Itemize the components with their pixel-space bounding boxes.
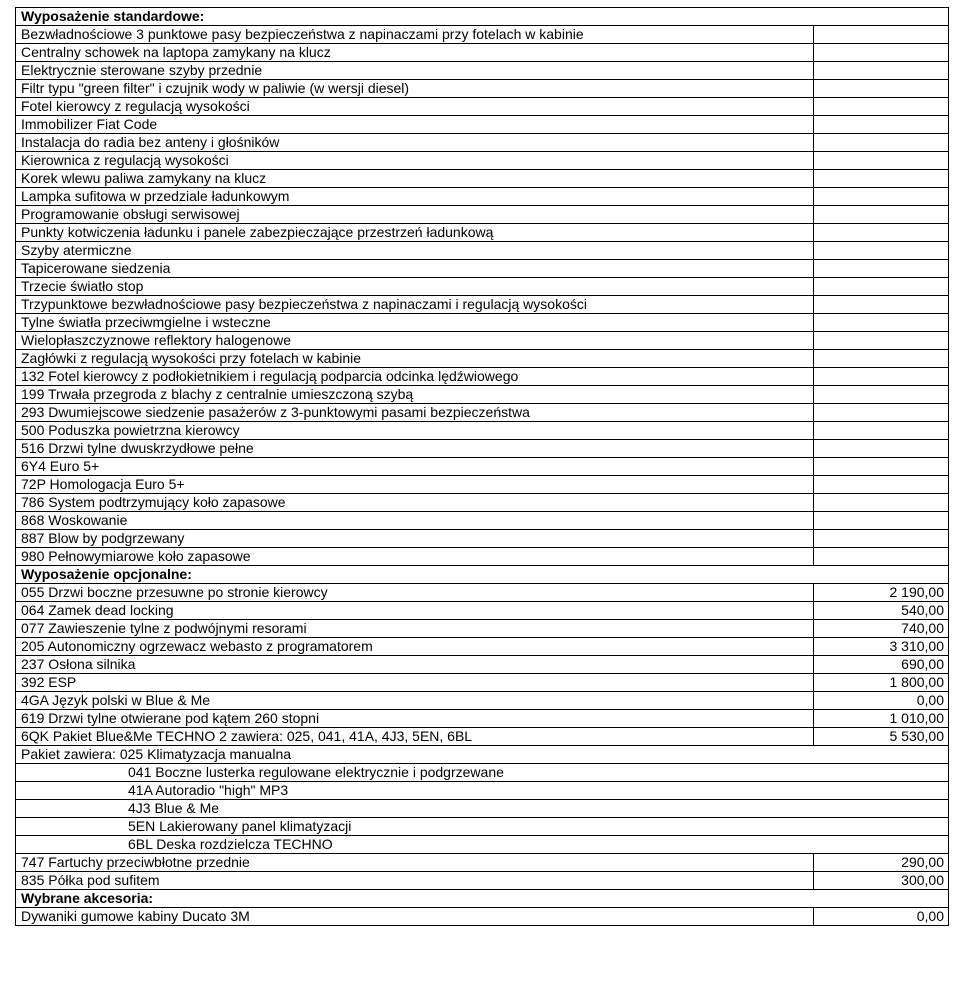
item-name: 6BL Deska rozdzielcza TECHNO bbox=[16, 836, 949, 854]
item-name: Centralny schowek na laptopa zamykany na klucz bbox=[16, 44, 814, 62]
item-price: 540,00 bbox=[814, 602, 949, 620]
item-name: Immobilizer Fiat Code bbox=[16, 116, 814, 134]
table-row bbox=[16, 368, 949, 386]
table-row bbox=[16, 224, 949, 242]
table-row bbox=[16, 62, 949, 80]
item-price bbox=[814, 386, 949, 404]
table-row bbox=[16, 26, 949, 44]
item-price bbox=[814, 494, 949, 512]
table-row bbox=[16, 440, 949, 458]
item-price bbox=[814, 368, 949, 386]
table-row bbox=[16, 260, 949, 278]
table-row bbox=[16, 620, 949, 638]
item-price: 740,00 bbox=[814, 620, 949, 638]
item-name: Bezwładnościowe 3 punktowe pasy bezpieczeństwa z napinaczami przy fotelach w kabinie bbox=[16, 26, 814, 44]
item-price: 690,00 bbox=[814, 656, 949, 674]
table-row bbox=[16, 818, 949, 836]
table-row bbox=[16, 746, 949, 764]
item-price bbox=[814, 26, 949, 44]
table-row bbox=[16, 674, 949, 692]
item-name: 747 Fartuchy przeciwbłotne przednie bbox=[16, 854, 814, 872]
item-name: Fotel kierowcy z regulacją wysokości bbox=[16, 98, 814, 116]
item-price bbox=[814, 62, 949, 80]
item-name: 199 Trwała przegroda z blachy z centralnie umieszczoną szybą bbox=[16, 386, 814, 404]
item-price bbox=[814, 152, 949, 170]
item-name: Trzecie światło stop bbox=[16, 278, 814, 296]
item-price bbox=[814, 350, 949, 368]
table-row bbox=[16, 458, 949, 476]
item-name: 041 Boczne lusterka regulowane elektrycznie i podgrzewane bbox=[16, 764, 949, 782]
table-row bbox=[16, 908, 949, 926]
table-row bbox=[16, 584, 949, 602]
item-price: 1 800,00 bbox=[814, 674, 949, 692]
item-name: 887 Blow by podgrzewany bbox=[16, 530, 814, 548]
item-name: 980 Pełnowymiarowe koło zapasowe bbox=[16, 548, 814, 566]
table-row bbox=[16, 764, 949, 782]
item-name: Zagłówki z regulacją wysokości przy fotelach w kabinie bbox=[16, 350, 814, 368]
table-row bbox=[16, 476, 949, 494]
item-price bbox=[814, 242, 949, 260]
item-name: Elektrycznie sterowane szyby przednie bbox=[16, 62, 814, 80]
item-price bbox=[814, 512, 949, 530]
item-price bbox=[814, 314, 949, 332]
item-name: 868 Woskowanie bbox=[16, 512, 814, 530]
table-row bbox=[16, 404, 949, 422]
item-name: Punkty kotwiczenia ładunku i panele zabezpieczające przestrzeń ładunkową bbox=[16, 224, 814, 242]
section-title: Wybrane akcesoria: bbox=[16, 890, 949, 908]
section-header-row bbox=[16, 566, 949, 584]
table-row bbox=[16, 692, 949, 710]
item-name: 500 Poduszka powietrzna kierowcy bbox=[16, 422, 814, 440]
table-row bbox=[16, 638, 949, 656]
table-row bbox=[16, 782, 949, 800]
table-row bbox=[16, 836, 949, 854]
item-name: Filtr typu "green filter" i czujnik wody w paliwie (w wersji diesel) bbox=[16, 80, 814, 98]
table-row bbox=[16, 386, 949, 404]
section-header-row bbox=[16, 890, 949, 908]
item-name: Pakiet zawiera: 025 Klimatyzacja manualna bbox=[16, 746, 949, 764]
table-row bbox=[16, 242, 949, 260]
section-header-row bbox=[16, 8, 949, 26]
item-price: 0,00 bbox=[814, 908, 949, 926]
section-title: Wyposażenie opcjonalne: bbox=[16, 566, 949, 584]
item-name: Tylne światła przeciwmgielne i wsteczne bbox=[16, 314, 814, 332]
item-price bbox=[814, 260, 949, 278]
table-row bbox=[16, 296, 949, 314]
item-price bbox=[814, 80, 949, 98]
item-price: 5 530,00 bbox=[814, 728, 949, 746]
item-name: Wielopłaszczyznowe reflektory halogenowe bbox=[16, 332, 814, 350]
item-price: 2 190,00 bbox=[814, 584, 949, 602]
item-name: 72P Homologacja Euro 5+ bbox=[16, 476, 814, 494]
item-name: Programowanie obsługi serwisowej bbox=[16, 206, 814, 224]
table-row bbox=[16, 530, 949, 548]
table-row bbox=[16, 548, 949, 566]
item-price bbox=[814, 170, 949, 188]
item-name: Lampka sufitowa w przedziale ładunkowym bbox=[16, 188, 814, 206]
item-name: Trzypunktowe bezwładnościowe pasy bezpieczeństwa z napinaczami i regulacją wysokości bbox=[16, 296, 814, 314]
item-name: 132 Fotel kierowcy z podłokietnikiem i regulacją podparcia odcinka lędźwiowego bbox=[16, 368, 814, 386]
equipment-table bbox=[15, 7, 949, 926]
item-price: 0,00 bbox=[814, 692, 949, 710]
item-price bbox=[814, 206, 949, 224]
table-row bbox=[16, 656, 949, 674]
section-title: Wyposażenie standardowe: bbox=[16, 8, 949, 26]
item-price bbox=[814, 332, 949, 350]
item-price bbox=[814, 44, 949, 62]
item-name: 835 Półka pod sufitem bbox=[16, 872, 814, 890]
item-name: 293 Dwumiejscowe siedzenie pasażerów z 3-punktowymi pasami bezpieczeństwa bbox=[16, 404, 814, 422]
table-row bbox=[16, 728, 949, 746]
table-row bbox=[16, 800, 949, 818]
item-name: Instalacja do radia bez anteny i głośników bbox=[16, 134, 814, 152]
item-name: 077 Zawieszenie tylne z podwójnymi resorami bbox=[16, 620, 814, 638]
item-price bbox=[814, 404, 949, 422]
item-name: 064 Zamek dead locking bbox=[16, 602, 814, 620]
table-row bbox=[16, 314, 949, 332]
item-name: 41A Autoradio "high" MP3 bbox=[16, 782, 949, 800]
item-price bbox=[814, 530, 949, 548]
table-row bbox=[16, 872, 949, 890]
table-row bbox=[16, 116, 949, 134]
table-row bbox=[16, 80, 949, 98]
equipment-table-body bbox=[16, 8, 949, 926]
table-row bbox=[16, 422, 949, 440]
table-row bbox=[16, 854, 949, 872]
table-row bbox=[16, 332, 949, 350]
item-price bbox=[814, 422, 949, 440]
item-name: Korek wlewu paliwa zamykany na klucz bbox=[16, 170, 814, 188]
table-row bbox=[16, 350, 949, 368]
item-name: 055 Drzwi boczne przesuwne po stronie kierowcy bbox=[16, 584, 814, 602]
table-row bbox=[16, 134, 949, 152]
item-price: 300,00 bbox=[814, 872, 949, 890]
item-name: 619 Drzwi tylne otwierane pod kątem 260 stopni bbox=[16, 710, 814, 728]
table-row bbox=[16, 512, 949, 530]
item-price bbox=[814, 458, 949, 476]
item-price bbox=[814, 278, 949, 296]
table-row bbox=[16, 44, 949, 62]
table-row bbox=[16, 494, 949, 512]
table-row bbox=[16, 602, 949, 620]
item-name: Tapicerowane siedzenia bbox=[16, 260, 814, 278]
item-name: 4J3 Blue & Me bbox=[16, 800, 949, 818]
item-name: 205 Autonomiczny ogrzewacz webasto z programatorem bbox=[16, 638, 814, 656]
item-price bbox=[814, 440, 949, 458]
item-price bbox=[814, 296, 949, 314]
item-name: 5EN Lakierowany panel klimatyzacji bbox=[16, 818, 949, 836]
item-name: 6Y4 Euro 5+ bbox=[16, 458, 814, 476]
table-row bbox=[16, 710, 949, 728]
item-name: 237 Osłona silnika bbox=[16, 656, 814, 674]
item-price bbox=[814, 548, 949, 566]
table-row bbox=[16, 152, 949, 170]
item-price bbox=[814, 188, 949, 206]
item-name: Szyby atermiczne bbox=[16, 242, 814, 260]
item-price bbox=[814, 224, 949, 242]
table-row bbox=[16, 278, 949, 296]
item-price bbox=[814, 116, 949, 134]
table-row bbox=[16, 188, 949, 206]
table-row bbox=[16, 98, 949, 116]
item-price bbox=[814, 98, 949, 116]
item-price: 1 010,00 bbox=[814, 710, 949, 728]
item-price: 290,00 bbox=[814, 854, 949, 872]
item-name: Dywaniki gumowe kabiny Ducato 3M bbox=[16, 908, 814, 926]
table-row bbox=[16, 206, 949, 224]
item-name: 6QK Pakiet Blue&Me TECHNO 2 zawiera: 025, 041, 41A, 4J3, 5EN, 6BL bbox=[16, 728, 814, 746]
item-price: 3 310,00 bbox=[814, 638, 949, 656]
item-name: 4GA Język polski w Blue & Me bbox=[16, 692, 814, 710]
table-row bbox=[16, 170, 949, 188]
item-name: Kierownica z regulacją wysokości bbox=[16, 152, 814, 170]
item-name: 516 Drzwi tylne dwuskrzydłowe pełne bbox=[16, 440, 814, 458]
item-name: 392 ESP bbox=[16, 674, 814, 692]
item-price bbox=[814, 476, 949, 494]
item-price bbox=[814, 134, 949, 152]
item-name: 786 System podtrzymujący koło zapasowe bbox=[16, 494, 814, 512]
